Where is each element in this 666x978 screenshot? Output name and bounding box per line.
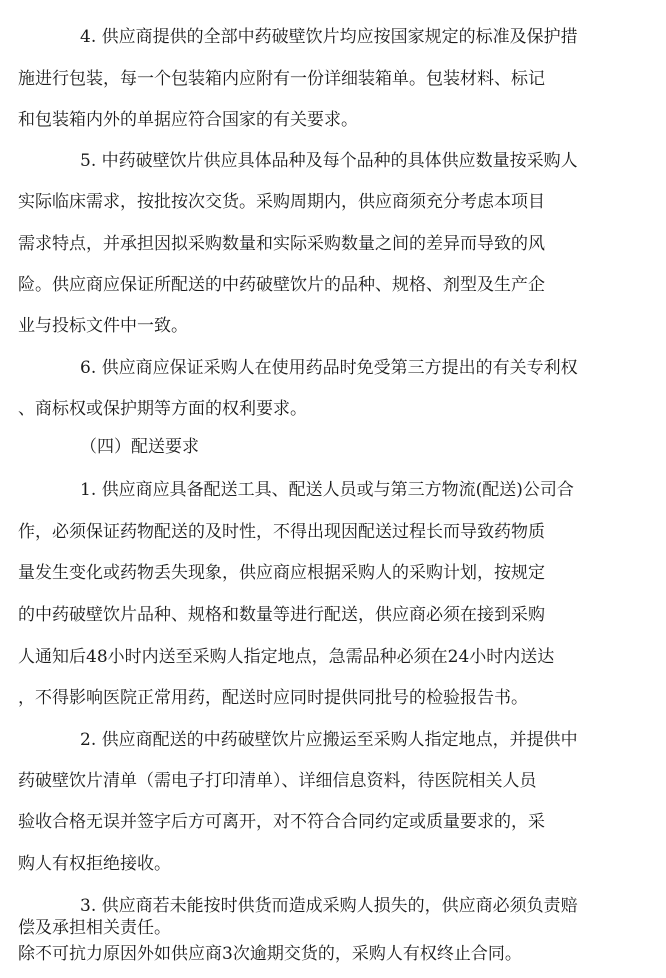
clause-5-line-1: 5. 中药破壁饮片供应具体品种及每个品种的具体供应数量按采购人: [80, 151, 578, 171]
clause-5-line-5: 业与投标文件中一致。: [18, 316, 188, 336]
delivery-1-line-1: 1. 供应商应具备配送工具、配送人员或与第三方物流(配送)公司合: [80, 480, 574, 500]
clause-4-line-1: 4. 供应商提供的全部中药破壁饮片均应按国家规定的标准及保护措: [80, 27, 578, 47]
clause-4-line-2: 施进行包装，每一个包装箱内应附有一份详细装箱单。包装材料、标记: [18, 69, 545, 89]
delivery-1-line-4: 的中药破壁饮片品种、规格和数量等进行配送，供应商必须在接到采购: [18, 605, 545, 625]
delivery-3-line-2: 偿及承担相关责任。: [18, 918, 171, 938]
section-heading: （四）配送要求: [80, 437, 199, 457]
clause-5-line-3: 需求特点，并承担因拟采购数量和实际采购数量之间的差异而导致的风: [18, 234, 545, 254]
delivery-2-line-2: 药破壁饮片清单（需电子打印清单）、详细信息资料，待医院相关人员: [18, 771, 537, 791]
delivery-3-line-1: 3. 供应商若未能按时供货而造成采购人损失的，供应商必须负责赔: [80, 896, 578, 916]
clause-6-line-2: 、商标权或保护期等方面的权利要求。: [18, 399, 307, 419]
delivery-1-line-6: ，不得影响医院正常用药，配送时应同时提供同批号的检验报告书。: [18, 688, 528, 708]
delivery-1-line-3: 量发生变化或药物丢失现象，供应商应根据采购人的采购计划，按规定: [18, 563, 545, 583]
delivery-2-line-1: 2. 供应商配送的中药破壁饮片应搬运至采购人指定地点，并提供中: [80, 730, 578, 750]
delivery-2-line-4: 购人有权拒绝接收。: [18, 854, 171, 874]
clause-5-line-2: 实际临床需求，按批按次交货。采购周期内，供应商须充分考虑本项目: [18, 192, 545, 212]
clause-6-line-1: 6. 供应商应保证采购人在使用药品时免受第三方提出的有关专利权: [80, 358, 578, 378]
delivery-1-line-2: 作，必须保证药物配送的及时性，不得出现因配送过程长而导致药物质: [18, 522, 545, 542]
closing-line: 除不可抗力原因外如供应商3次逾期交货的，采购人有权终止合同。: [18, 944, 522, 964]
clause-5-line-4: 险。供应商应保证所配送的中药破壁饮片的品种、规格、剂型及生产企: [18, 275, 545, 295]
delivery-1-line-5: 人通知后48小时内送至采购人指定地点，急需品种必须在24小时内送达: [18, 647, 555, 667]
clause-4-line-3: 和包装箱内外的单据应符合国家的有关要求。: [18, 110, 358, 130]
delivery-2-line-3: 验收合格无误并签字后方可离开，对不符合合同约定或质量要求的，采: [18, 812, 545, 832]
